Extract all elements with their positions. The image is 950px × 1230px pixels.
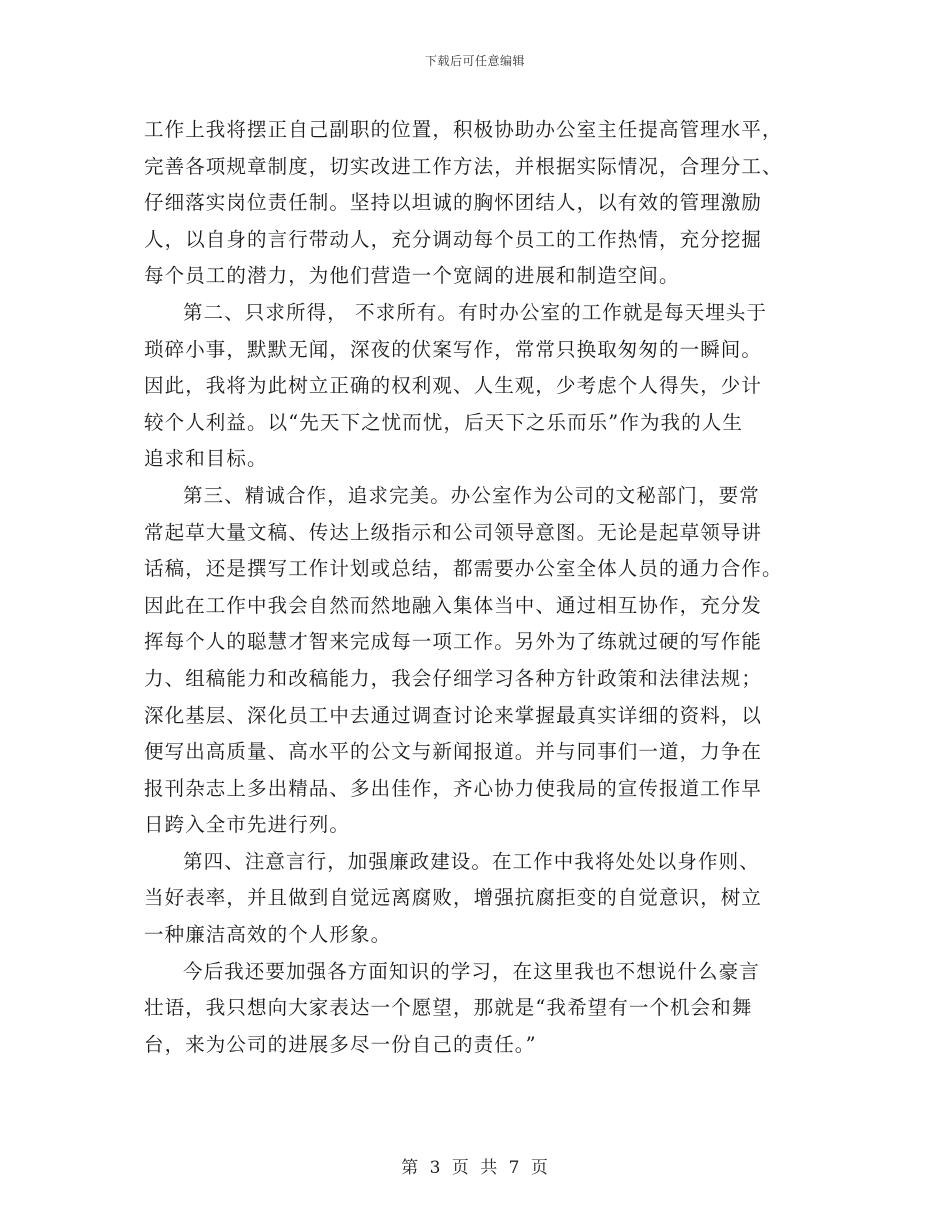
body-line: 因此在工作中我会自然而然地融入集体当中、通过相互协作，充分发 xyxy=(144,593,763,617)
body-line: 较个人利益。以“先天下之忧而忧，后天下之乐而乐”作为我的人生 xyxy=(144,410,743,434)
body-line: 力、组稿能力和改稿能力，我会仔细学习各种方针政策和法律法规； xyxy=(144,666,763,690)
body-line: 常起草大量文稿、传达上级指示和公司领导意图。无论是起草领导讲 xyxy=(144,520,763,544)
paragraph-start-line: 第二、只求所得， 不求所有。有时办公室的工作就是每天埋头于 xyxy=(183,300,768,324)
body-line: 话稿，还是撰写工作计划或总结，都需要办公室全体人员的通力合作。 xyxy=(144,557,783,581)
body-line: 人，以自身的言行带动人，充分调动每个员工的工作热情，充分挖掘 xyxy=(144,227,763,251)
body-line: 台，来为公司的进展多尽一份自己的责任。” xyxy=(144,1032,537,1056)
body-line: 工作上我将摆正自己副职的位置，积极协助办公室主任提高管理水平， xyxy=(144,118,783,141)
body-line: 壮语，我只想向大家表达一个愿望，那就是“我希望有一个机会和舞 xyxy=(144,996,753,1020)
body-line: 仔细落实岗位责任制。坚持以坦诚的胸怀团结人，以有效的管理激励 xyxy=(144,191,763,215)
body-line: 追求和目标。 xyxy=(144,447,268,471)
body-line: 因此，我将为此树立正确的权利观、人生观，少考虑个人得失，少计 xyxy=(144,374,763,398)
page-header: 下载后可任意编辑 xyxy=(424,54,525,68)
body-line: 挥每个人的聪慧才智来完成每一项工作。另外为了练就过硬的写作能 xyxy=(144,630,763,654)
body-line: 完善各项规章制度，切实改进工作方法，并根据实际情况，合理分工、 xyxy=(144,154,783,178)
body-line: 每个员工的潜力，为他们营造一个宽阔的进展和制造空间。 xyxy=(144,264,680,288)
paragraph-start-line: 第四、注意言行，加强廉政建设。在工作中我将处处以身作则、 xyxy=(183,849,760,873)
page-number-footer: 第 3 页 共 7 页 xyxy=(401,1158,549,1178)
body-line: 一种廉洁高效的个人形象。 xyxy=(144,923,392,947)
body-line: 当好表率，并且做到自觉远离腐败，增强抗腐拒变的自觉意识，树立 xyxy=(144,886,763,910)
body-line: 报刊杂志上多出精品、多出佳作，齐心协力使我局的宣传报道工作早 xyxy=(144,776,763,800)
body-line: 日跨入全市先进行列。 xyxy=(144,813,351,837)
body-line: 便写出高质量、高水平的公文与新闻报道。并与同事们一道，力争在 xyxy=(144,740,763,764)
document-body xyxy=(144,112,810,1063)
body-line: 琐碎小事，默默无闻，深夜的伏案写作，常常只换取匆匆的一瞬间。 xyxy=(144,337,763,361)
paragraph-start-line: 第三、精诚合作，追求完美。办公室作为公司的文秘部门，要常 xyxy=(183,483,760,507)
paragraph-start-line: 今后我还要加强各方面知识的学习，在这里我也不想说什么豪言 xyxy=(183,959,760,983)
body-line: 深化基层、深化员工中去通过调查讨论来掌握最真实详细的资料，以 xyxy=(144,703,763,727)
